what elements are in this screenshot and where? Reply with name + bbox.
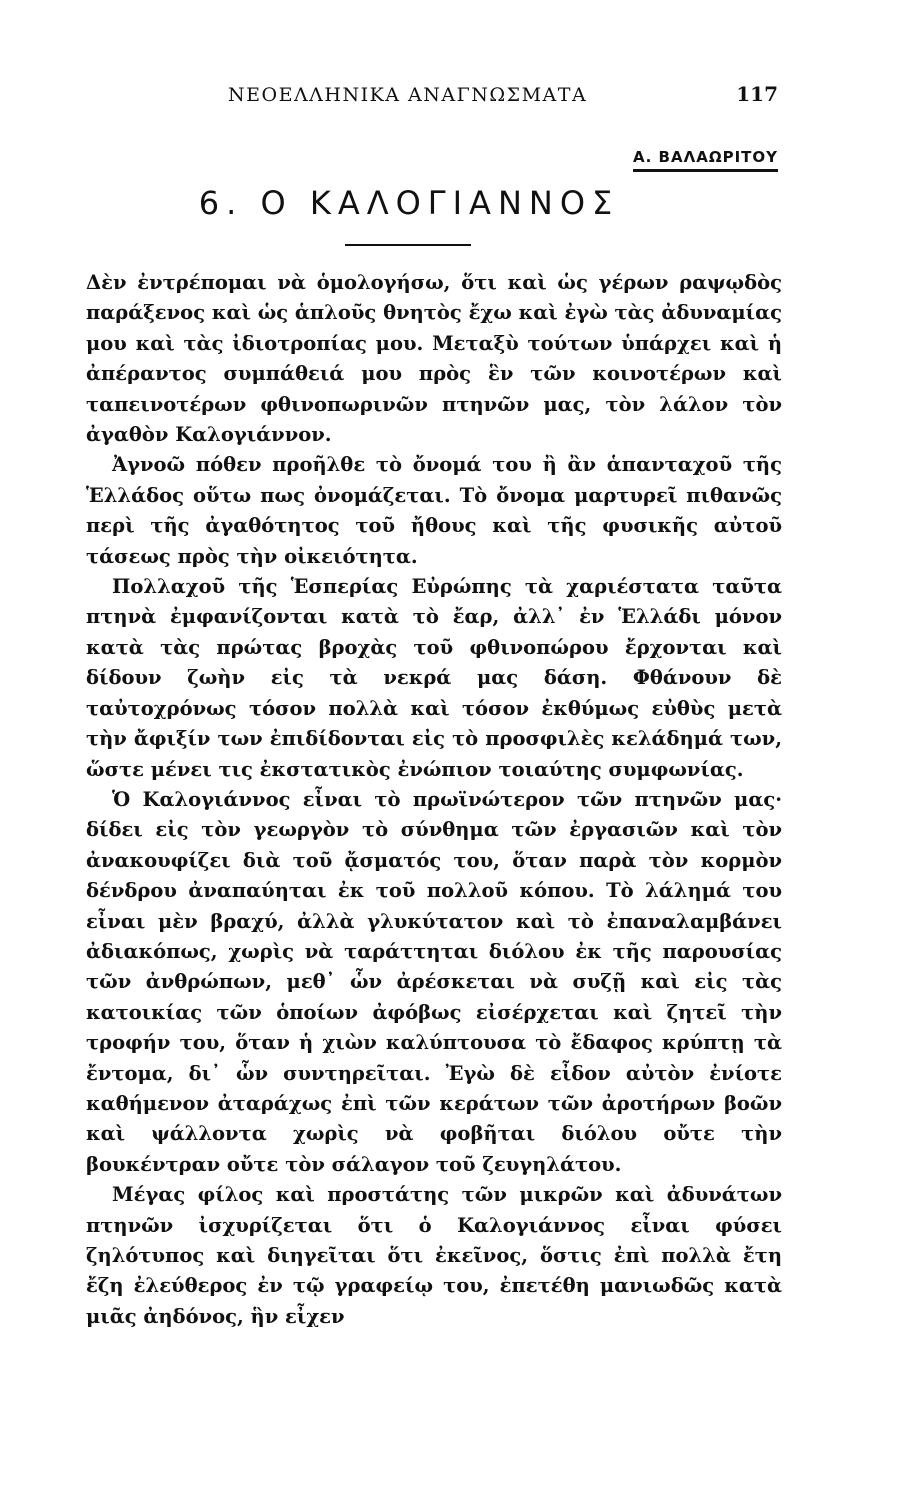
paragraph: Ἀγνοῶ πόθεν προῆλθε τὸ ὄνομά του ἢ ἂν ἁπανταχοῦ τῆς Ἑλλάδος οὕτω πως ὀνομάζεται. Τὸ ὄνομα μαρτυρεῖ πιθανῶς περὶ τῆς ἀγαθότητος τοῦ ἤθους καὶ τῆς φυσικῆς αὐτοῦ τάσεως πρὸς τὴν οἰκειότητα. [86,453,782,568]
paragraph: Δὲν ἐντρέπομαι νὰ ὁμολογήσω, ὅτι καὶ ὡς γέρων ραψῳδὸς παράξενος καὶ ὡς ἁπλοῦς θνητὸς ἔχω καὶ ἐγὼ τὰς ἀδυναμίας μου καὶ τὰς ἰδιοτροπίας μου. Μεταξὺ τούτων ὑπάρχει καὶ ἡ ἀπέραντος συμπάθειά μου πρὸς ἓν τῶν κοινοτέρων καὶ ταπεινοτέρων φθινοπωρινῶν πτηνῶν μας, τὸν λάλον τὸν ἀγαθὸν Καλογιάννον. [86,271,783,447]
running-title: ΝΕΟΕΛΛΗΝΙΚΑ ΑΝΑΓΝΩΣΜΑΤΑ [228,84,588,106]
title-divider [345,244,471,246]
body-text [86,268,782,1332]
chapter-title: 6. Ο ΚΑΛΟΓΙΑΝΝΟΣ [198,184,620,222]
paragraph: Ὁ Καλογιάννος εἶναι τὸ πρωϊνώτερον τῶν πτηνῶν μας· δίδει εἰς τὸν γεωργὸν τὸ σύνθημα τῶν ἐργασιῶν καὶ τὸν ἀνακουφίζει διὰ τοῦ ᾄσματός του, ὅταν παρὰ τὸν κορμὸν δένδρου ἀναπαύηται ἐκ τοῦ πολλοῦ κόπου. Τὸ λάλημά του εἶναι μὲν βραχύ, ἀλλὰ γλυκύτατον καὶ τὸ ἐπαναλαμβάνει ἀδιακόπως, χωρὶς νὰ ταράττηται διόλου ἐκ τῆς παρουσίας τῶν ἀνθρώπων, μεθ᾽ ὧν ἀρέσκεται νὰ συζῇ καὶ εἰς τὰς κατοικίας τῶν ὁποίων ἀφόβως εἰσέρχεται καὶ ζητεῖ τὴν τροφήν του, ὅταν ἡ χιὼν καλύπτουσα τὸ ἔδαφος κρύπτῃ τὰ ἔντομα, δι᾽ ὧν συντηρεῖται. Ἐγὼ δὲ εἶδον αὐτὸν ἐνίοτε καθήμενον ἀταράχως ἐπὶ τῶν κεράτων τῶν ἀροτήρων βοῶν καὶ ψάλλοντα χωρὶς νὰ φοβῆται διόλου οὔτε τὴν βουκέντραν οὔτε τὸν σάλαγον τοῦ ζευγηλάτου. [86,787,782,1176]
paragraph: Μέγας φίλος καὶ προστάτης τῶν μικρῶν καὶ ἀδυνάτων πτηνῶν ἰσχυρίζεται ὅτι ὁ Καλογιάννος εἶναι φύσει ζηλότυπος καὶ διηγεῖται ὅτι ἐκεῖνος, ὅστις ἐπὶ πολλὰ ἔτη ἔζη ἐλεύθερος ἐν τῷ γραφείῳ του, ἐπετέθη μανιωδῶς κατὰ μιᾶς ἀηδόνος, ἣν εἶχεν [86,1183,782,1328]
author-attribution: Α. ΒΑΛΑΩΡΙΤΟΥ [633,148,778,172]
paragraph: Πολλαχοῦ τῆς Ἑσπερίας Εὐρώπης τὰ χαριέστατα ταῦτα πτηνὰ ἐμφανίζονται κατὰ τὸ ἔαρ, ἀλλ᾽ ἐν Ἑλλάδι μόνον κατὰ τὰς πρώτας βροχὰς τοῦ φθινοπώρου ἔρχονται καὶ δίδουν ζωὴν εἰς τὰ νεκρά μας δάση. Φθάνουν δὲ ταὐτοχρόνως τόσον πολλὰ καὶ τόσον ἐκθύμως εὐθὺς μετὰ τὴν ἄφιξίν των ἐπιδίδονται εἰς τὸ προσφιλὲς κελάδημά των, ὥστε μένει τις ἐκστατικὸς ἐνώπιον τοιαύτης συμφωνίας. [86,575,782,781]
running-header [228,82,778,106]
page-number: 117 [736,82,778,106]
